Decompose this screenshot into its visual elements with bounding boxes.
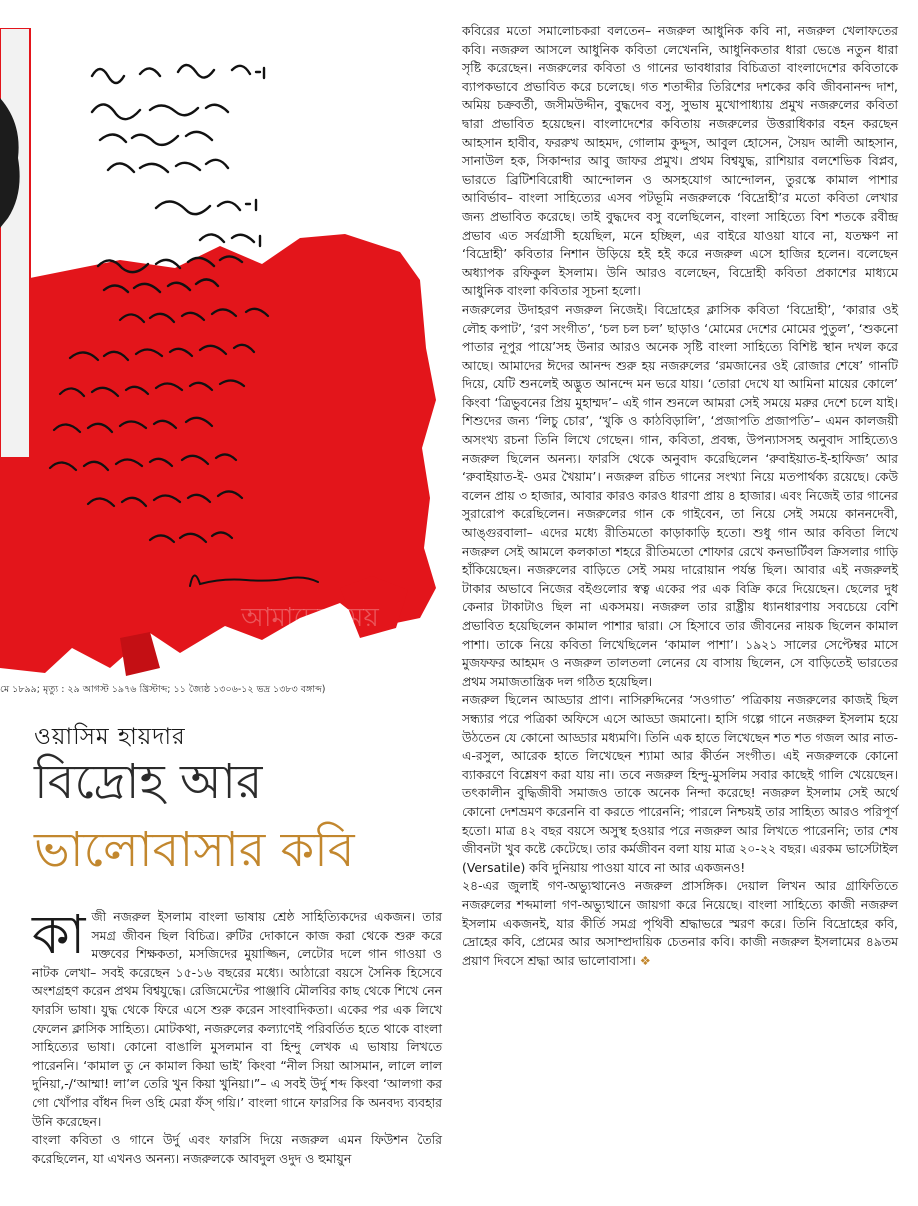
paragraph: বাংলা কবিতা ও গানে উর্দু এবং ফারসি দিয়ে নজরুল এমন ফিউশন তৈরি করেছিলেন, যা এখনও অনন্য। নজরুলকে আবদুল ওদুদ ও হুমায়ুন (32, 1132, 442, 1166)
red-paint-drip (120, 632, 160, 676)
article-body-left (32, 903, 442, 1168)
paragraph: নজরুল ছিলেন আড্ডার প্রাণ। নাসিরুদ্দিনের ‘সওগাত’ পত্রিকায় নজরুলের কাজই ছিল সন্ধ্যার পরে পত্রিকা অফিসে এসে আড্ডা জমানো। হাসি গল্পে গানে নজরুল ইসলাম হয়ে উঠতেন যে কোনো আড্ডার মধ্যমণি। তিনি এক হাতে লিখেছেন শত শত গজল আর নাত-এ-রসুল, আরেক হাতে লিখেছেন শ্যামা আর কীর্তন সংগীত। এই নজরুলকে কোনো ব্যাকরণে বিশ্লেষণ করা যায় না। তবে নজরুল হিন্দু-মুসলিম সবার কাছেই গালি খেয়েছেন। তৎকালীন বুদ্ধিজীবী সমাজও তাকে অনেক নিন্দা করেছে! নজরুল ইসলাম সেই অর্থে কোনো দেশভ্রমণ করেননি বা করতে পারেননি; পারলে নিশ্চয়ই তার সাহিত্য আরও পরিপূর্ণ হতো। মাত্র ৪২ বছর বয়সে অসুস্থ হওয়ার পরে নজরুল আর লিখতে পারেননি; তার শেষ জীবনটা খুব কষ্টে কেটেছে। তার কর্মজীবন বলা যায় মাত্র ২০-২২ বছর। এরকম ভার্সেটাইল (Versatile) কবি দুনিয়ায় পাওয়া যাবে না আর একজনও! (462, 692, 898, 875)
title-line-2: ভালোবাসার কবি (34, 822, 355, 878)
drop-cap: কা (32, 903, 86, 966)
paragraph-text: ২৪-এর জুলাই গণ-অভ্যুত্থানেও নজরুল প্রাসঙ্গিক। দেয়াল লিখন আর গ্রাফিতিতে নজরুলের শব্দমালা গণ-অভ্যুত্থানে জায়গা করে নিয়েছে। বাংলা সাহিত্যে কাজী নজরুল ইসলাম একজনই, যার কীর্তি সমগ্র পৃথিবী শ্রদ্ধাভরে স্মরণ করে। তিনি বিদ্রোহের কবি, দ্রোহের কবি, প্রেমের আর অসাম্প্রদায়িক চেতনার কবি। কাজী নজরুল ইসলামের ৪৯তম প্রয়াণ দিবসে শ্রদ্ধা আর ভালোবাসা। (462, 878, 898, 968)
author-name: ওয়াসিম হায়দার (34, 724, 186, 750)
title-line-1: বিদ্রোহ আর (34, 754, 263, 810)
portrait-frame (0, 28, 30, 458)
manuscript-image (0, 28, 448, 678)
paragraph-text: জী নজরুল ইসলাম বাংলা ভাষায় শ্রেষ্ঠ সাহিত্যিকদের একজন। তার সমগ্র জীবন ছিল বিচিত্র। রুটির দোকানে কাজ করা থেকে শুরু করে মক্তবের শিক্ষকতা, মসজিদের মুয়াজ্জিন, লেটোর দলে গান গাওয়া ও নাটক লেখা– সবই করেছেন ১৫-১৬ বছরের মধ্যে। আঠারো বয়সে সৈনিক হিসেবে অংশগ্রহণ করেন প্রথম বিশ্বযুদ্ধে। রেজিমেন্টের পাঞ্জাবি মৌলবির কাছ থেকে শিখে নেন ফারসি ভাষা। যুদ্ধ থেকে ফিরে এসে শুরু করেন সাংবাদিকতা। একের পর এক লিখে ফেলেন ক্লাসিক সাহিত্য। মোটকথা, নজরুলের কল্যাণেই পরিবর্তিত হতে থাকে বাংলা সাহিত্যের ভাষা। কোনো বাঙালি মুসলমান বা হিন্দু লেখক এ ভাষায় লিখতে পারেননি। ‘কামাল তু নে কামাল কিয়া ভাই’ কিংবা “নীল সিয়া আসমান, লালে লাল দুনিয়া,-/‘আম্মা! লা’ল তেরি খুন কিয়া খুনিয়া।”– এ সবই উর্দু শব্দ কিংবা ‘আলগা কর গো খোঁপার বাঁধন দিল ওহি মেরা ফঁস্ গয়ি।’ বাংলা গানে ফারসির কি অনবদ্য ব্যবহার উনি করেছেন। (32, 909, 442, 1129)
watermark: আমাদেরসময় (241, 603, 379, 633)
image-caption: মে ১৮৯৯; মৃত্যু : ২৯ আগস্ট ১৯৭৬ খ্রিস্টাব্দ; ১১ জ্যৈষ্ঠ ১৩০৬-১২ ভদ্র ১৩৮৩ বঙ্গাব্দ) (0, 684, 326, 695)
paragraph (462, 877, 898, 970)
paragraph: কবিরের মতো সমালোচকরা বলতেন– নজরুল আধুনিক কবি না, নজরুল খেলাফতের কবি। নজরুল আসলে আধুনিক কবিতা লেখেননি, আধুনিকতার ধারা ভেঙে নতুন ধারা সৃষ্টি করেছেন। নজরুলের কবিতা ও গানের ভাবধারার বিচিত্রতা বাংলাদেশের কবিতাকে ব্যাপকভাবে প্রভাবিত করে চলেছে। গত শতাব্দীর তিরিশের দশকের কবি জীবনানন্দ দাশ, অমিয় চক্রবর্তী, জসীমউদ্দীন, বুদ্ধদেব বসু, সুভাষ মুখোপাধ্যায় প্রমুখ নজরুলের কবিতা দ্বারা প্রভাবিত হয়েছেন। বাংলাদেশের কবিতায় নজরুলের উত্তরাধিকার বহন করছেন আহসান হাবীব, ফররুখ আহমদ, গোলাম কুদ্দুস, আবুল হোসেন, সৈয়দ আলী আহসান, সানাউল হক, সিকান্দার আবু জাফর প্রমুখ। প্রথম বিশ্বযুদ্ধ, রাশিয়ার বলশেভিক বিপ্লব, ভারতে ব্রিটিশবিরোধী আন্দোলন ও অসহযোগ আন্দোলন, তুরস্কে কামাল পাশার আবির্ভাব– বাংলা সাহিত্যের এসব পটভূমি নজরুলকে ‘বিদ্রোহী’র মতো কবিতা লেখার জন্য প্রভাবিত করেছে। তাই বুদ্ধদেব বসু বলেছিলেন, বাংলা সাহিত্যে বিশ শতকে রবীন্দ্র প্রভাব এত সর্বগ্রাসী হয়েছিল, মনে হচ্ছিল, এর বাইরে যাওয়া যাবে না, যতক্ষণ না ‘বিদ্রোহী’ কবিতার নিশান উড়িয়ে হই হই করে নজরুল এসে হাজির হলেন। বলেছেন অধ্যাপক রফিকুল ইসলাম। উনি আরও বলেছেন, বিদ্রোহী কবিতা প্রকাশের মাধ্যমে আধুনিক বাংলা কবিতার সূচনা হলো। (462, 23, 898, 299)
manuscript-artwork (0, 28, 448, 678)
article-body-right (462, 22, 898, 970)
paragraph (32, 903, 442, 1131)
handwriting-upper (92, 65, 264, 292)
paragraph: নজরুলের উদাহরণ নজরুল নিজেই। বিদ্রোহের ক্লাসিক কবিতা ‘বিদ্রোহী’, ‘কারার ওই লৌহ কপাট’, ‘রণ সংগীত’, ‘চল চল চল’ ছাড়াও ‘মোমের দেশের মোমের পুতুল’, ‘শুকনো পাতার নূপুর পায়ে’সহ উনার আরও অনেক সৃষ্টি বাংলা সাহিত্যে বিশিষ্ট স্থান দখল করে আছে। আমাদের ঈদের আনন্দ শুরু হয় নজরুলের ‘রমজানের ওই রোজার শেষে’ গানটি দিয়ে, যেটি শুনলেই অদ্ভুত আনন্দে মন ভরে যায়। ‘তোরা দেখে যা আমিনা মায়ের কোলে’ কিংবা ‘ত্রিভুবনের প্রিয় মুহাম্মদ’– এই গান শুনলে আমরা সেই সময়ে মরুর দেশে চলে যাই। শিশুদের জন্য ‘লিচু চোর’, ‘খুকি ও কাঠবিড়ালি’, ‘প্রজাপতি প্রজাপতি’– এমন কালজয়ী অসংখ্য রচনা তিনি লিখে গেছেন। গান, কবিতা, প্রবন্ধ, উপন্যাসসহ অনুবাদ সাহিত্যেও নজরুল ছিলেন অনন্য। ফারসি থেকে অনুবাদ করেছিলেন ‘রুবাইয়াত-ই-হাফিজ’ আর ‘রুবাইয়াত-ই- ওমর খৈয়াম’। নজরুল রচিত গানের সংখ্যা নিয়ে মতপার্থক্য রয়েছে। কেউ বলেন প্রায় ৩ হাজার, আবার কারও কারও ধারণা প্রায় ৪ হাজার। এবং নিজেই তার গানের সুরারোপ করেছিলেন। নজরুলের গান কে গাইবেন, তা নিয়ে সেই সময়ে কাননদেবী, আঙ্গুরবালা– এদের মধ্যে রীতিমতো কাড়াকাড়ি হতো। শুধু গান আর কবিতা লিখে নজরুল সেই আমলে কলকাতা শহরে রীতিমতো শোফার রেখে কনভার্টিবল ক্রিসলার গাড়ি হাঁকিয়েছেন। নজরুলের বাড়িতে সেই সময় দারোয়ান পর্যন্ত ছিল। আবার এই নজরুলই টাকার অভাবে নিজের বইগুলোর স্বত্ব একের পর এক বিক্রি করে দিয়েছেন। ছেলের দুধ কেনার টাকাটাও ছিল না একসময়। নজরুল তার রাষ্ট্রীয় ধ্যানধারণায় সবচেয়ে বেশি প্রভাবিত হয়েছিলেন কামাল পাশার দ্বারা। সে হিসাবে তার জীবনের নায়ক ছিলেন কামাল পাশা। তাকে নিয়ে কবিতা লিখেছিলেন ‘কামাল পাশা’। ১৯২১ সালের সেপ্টেম্বর মাসে মুজফফর আহমদ ও নজরুল তালতলা লেনের যে বাসায় ছিলেন, সে বাড়িতেই ভারতের প্রথম সমাজতান্ত্রিক দল গঠিত হয়েছিল। (462, 301, 898, 689)
end-mark-icon: ❖ (639, 952, 651, 968)
